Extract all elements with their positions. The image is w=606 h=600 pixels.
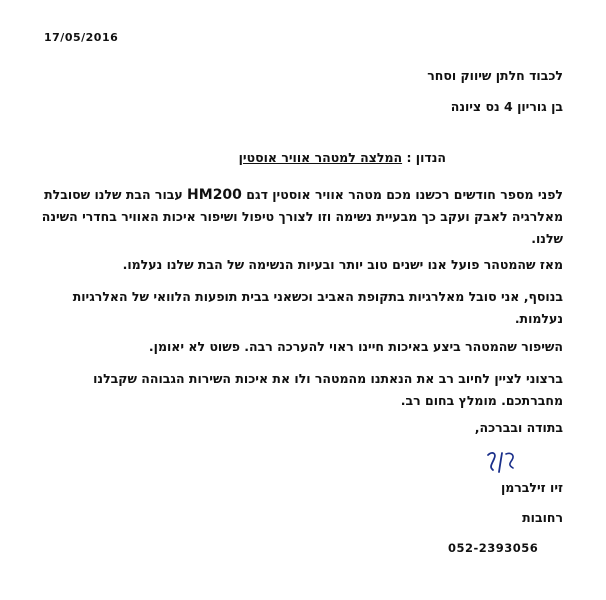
closing-line: בתודה ובברכה, (474, 420, 563, 435)
recipient-address: בן גוריון 4 נס ציונה (450, 99, 563, 114)
paragraph-purchase-end: עבור הבת שלנו שסובלת מאלרגיה לאבק ועקב כך מבעיית נשימה וזו לצורך טיפול ושיפור איכות האוויר בחדרי השינה שלנו. (41, 187, 563, 246)
product-model: HM200 (187, 187, 242, 203)
subject-line (239, 150, 446, 165)
paragraph-purchase-start: לפני מספר חודשים רכשנו מכם מטהר אוויר אוסטין דגם (246, 187, 563, 202)
handwritten-signature (484, 449, 518, 475)
paragraph-sleep: מאז שהמטהר פועל אנו ישנים טוב יותר ובעיות הנשימה של הבת שלנו נעלמו. (122, 257, 563, 272)
signer-name: זיו זילברמן (500, 480, 563, 495)
subject-title: המלצה למטהר אוויר אוסטין (238, 150, 403, 165)
paragraph-allergies: בנוסף, אני סובל מאלרגיות בתקופת האביב וכשאני בבית תופעות הלוואי של האלרגיות נעלמות. (72, 289, 563, 326)
paragraph-purchase (40, 184, 563, 250)
letter-date: 17/05/2016 (44, 31, 119, 44)
recipient-name: לכבוד חלתן שיווק וסחר (427, 68, 563, 83)
signer-phone: 052-2393056 (448, 541, 539, 555)
paragraph-improvement: השיפור שהמטהר ביצע באיכות חיינו ראוי להערכה רבה. פשוט לא יאומן. (148, 339, 563, 354)
signer-city: רחובות (522, 510, 563, 525)
subject-prefix: הנדון : (406, 150, 446, 165)
paragraph-recommendation: ברצוני לציין לחיוב רב את הנאתנו מהמטהר ולו את איכות השירות הגבוהה שקבלנו מחברתכם. מומלץ בחום רב. (93, 371, 563, 408)
